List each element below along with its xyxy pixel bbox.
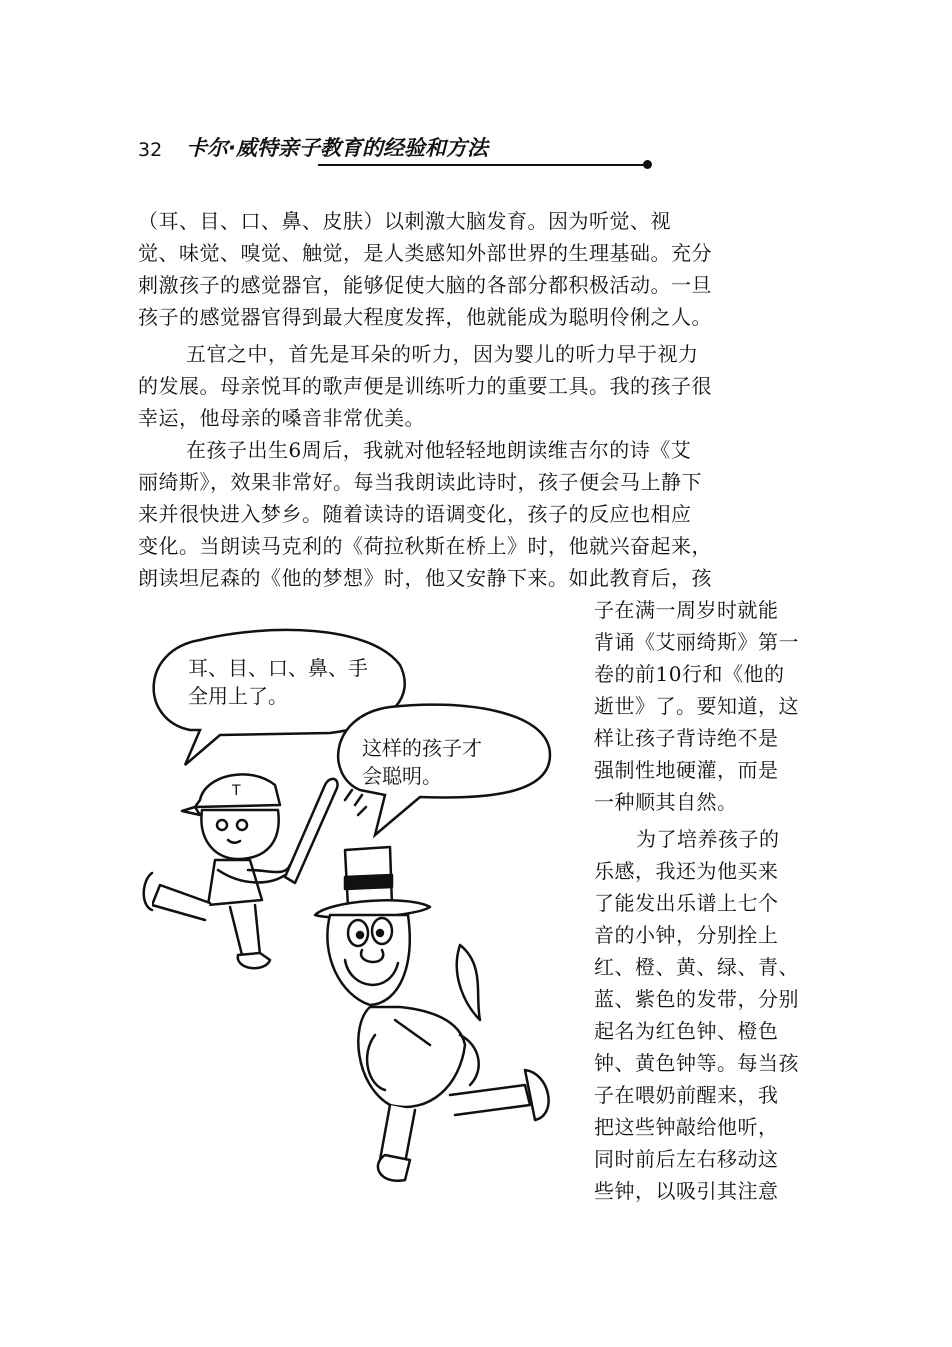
bubble-right-line2: 会聪明。 [362, 764, 442, 788]
side-line: 子在满一周岁时就能 [594, 598, 779, 622]
cartoon-illustration [130, 615, 570, 1195]
side-line: 了能发出乐谱上七个 [594, 891, 779, 915]
side-line: 起名为红色钟、橙色 [594, 1019, 779, 1043]
side-line: 为了培养孩子的 [636, 827, 780, 851]
body-line: 朗读坦尼森的《他的梦想》时，他又安静下来。如此教育后，孩 [138, 566, 712, 590]
side-line: 样让孩子背诗绝不是 [594, 726, 779, 750]
body-line: 五官之中，首先是耳朵的听力，因为婴儿的听力早于视力 [186, 342, 699, 366]
body-line: 孩子的感觉器官得到最大程度发挥，他就能成为聪明伶俐之人。 [138, 305, 712, 329]
side-line: 些钟，以吸引其注意 [594, 1179, 779, 1203]
body-line: 来并很快进入梦乡。随着读诗的语调变化，孩子的反应也相应 [138, 502, 692, 526]
body-line: 幸运，他母亲的嗓音非常优美。 [138, 406, 425, 430]
side-line: 背诵《艾丽绮斯》第一 [594, 630, 799, 654]
side-line: 音的小钟，分别拴上 [594, 923, 779, 947]
header-rule [318, 164, 648, 166]
body-line: 觉、味觉、嗅觉、触觉，是人类感知外部世界的生理基础。充分 [138, 241, 712, 265]
speech-bubble-right [338, 705, 550, 835]
body-line: 的发展。母亲悦耳的歌声便是训练听力的重要工具。我的孩子很 [138, 374, 712, 398]
body-line: （耳、目、口、鼻、皮肤）以刺激大脑发育。因为听觉、视 [138, 209, 671, 233]
side-line: 蓝、紫色的发带，分别 [594, 987, 799, 1011]
side-line: 卷的前10行和《他的 [594, 662, 785, 686]
body-line: 变化。当朗读马克利的《荷拉秋斯在桥上》时，他就兴奋起来， [138, 534, 712, 558]
page-number: 32 [138, 139, 163, 161]
side-line: 子在喂奶前醒来，我 [594, 1083, 779, 1107]
side-line: 强制性地硬灌，而是 [594, 758, 779, 782]
header-dot [643, 160, 652, 169]
bubble-right-line1: 这样的孩子才 [362, 736, 482, 760]
cap-letter: T [232, 783, 241, 799]
side-line: 同时前后左右移动这 [594, 1147, 779, 1171]
bubble-left-line2: 全用上了。 [188, 684, 288, 708]
body-line: 在孩子出生6周后，我就对他轻轻地朗读维吉尔的诗《艾 [186, 438, 692, 462]
body-line: 丽绮斯》，效果非常好。每当我朗读此诗时，孩子便会马上静下 [138, 470, 702, 494]
side-line: 乐感，我还为他买来 [594, 859, 779, 883]
side-line: 逝世》了。要知道，这 [594, 694, 799, 718]
bubble-left-line1: 耳、目、口、鼻、手 [188, 656, 368, 680]
side-line: 把这些钟敲给他听， [594, 1115, 779, 1139]
old-man-figure [315, 847, 549, 1181]
body-line: 刺激孩子的感觉器官，能够促使大脑的各部分都积极活动。一旦 [138, 273, 712, 297]
side-line: 钟、黄色钟等。每当孩 [594, 1051, 799, 1075]
side-line: 红、橙、黄、绿、青、 [594, 955, 799, 979]
running-header [138, 134, 518, 168]
running-title: 卡尔·威特亲子教育的经验和方法 [186, 136, 488, 160]
side-line: 一种顺其自然。 [594, 790, 738, 814]
